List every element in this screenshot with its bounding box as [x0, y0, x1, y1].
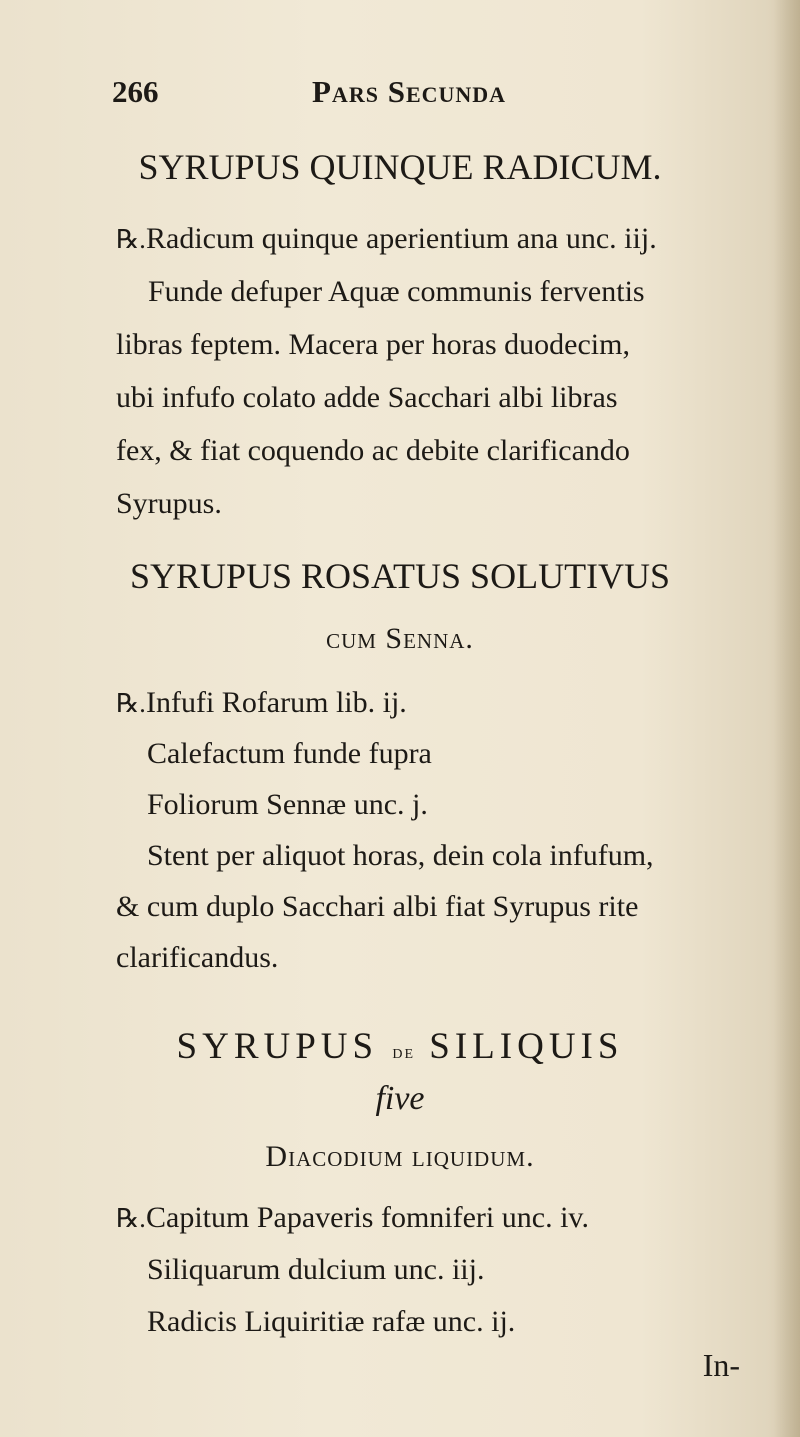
- catchword: In-: [702, 1347, 740, 1383]
- text-line: libras feptem. Macera per horas duodecim,: [116, 328, 630, 361]
- recipe-symbol-icon: ℞.: [116, 225, 146, 254]
- section-subtitle-diacodium: Diacodium liquidum.: [265, 1140, 535, 1173]
- section-title-syrupus-de-siliquis: SYRUPUS de SILIQUIS: [176, 1026, 624, 1067]
- page-number: 266: [112, 74, 159, 109]
- text-line: clarificandus.: [116, 941, 279, 974]
- text-line: ubi infufo colato adde Sacchari albi libras: [116, 381, 618, 414]
- section-title-syrupus-quinque-radicum: SYRUPUS QUINQUE RADICUM.: [138, 147, 662, 187]
- text-line: Foliorum Sennæ unc. j.: [147, 788, 428, 821]
- text-line: Siliquarum dulcium unc. iij.: [147, 1253, 485, 1286]
- text-line: Syrupus.: [116, 487, 222, 520]
- text-line: Calefactum funde fupra: [147, 737, 432, 770]
- text-line: Stent per aliquot horas, dein cola infufum,: [147, 839, 654, 872]
- text-line: Funde defuper Aquæ communis ferventis: [148, 275, 645, 308]
- running-title: Pars Secunda: [312, 74, 507, 109]
- section-title-syrupus-rosatus: SYRUPUS ROSATUS SOLUTIVUS: [129, 556, 671, 596]
- text-line: Radicis Liquiritiæ rafæ unc. ij.: [147, 1305, 516, 1338]
- text-line: & cum duplo Sacchari albi fiat Syrupus rite: [116, 890, 639, 923]
- recipe-line: ℞.Capitum Papaveris fomniferi unc. iv.: [116, 1201, 589, 1234]
- recipe-symbol-icon: ℞.: [116, 689, 146, 718]
- running-header: [112, 74, 672, 118]
- recipe-line: ℞.Infufi Rofarum lib. ij.: [116, 686, 407, 719]
- section-five: five: [375, 1080, 425, 1117]
- recipe-symbol-icon: ℞.: [116, 1204, 146, 1233]
- page-edge-shadow: [774, 0, 800, 1437]
- recipe-line: ℞.Radicum quinque aperientium ana unc. iij.: [116, 222, 657, 255]
- section-subtitle-cum-senna: cum Senna.: [326, 622, 474, 655]
- text-line: fex, & fiat coquendo ac debite clarificando: [116, 434, 630, 467]
- title-connective: de: [392, 1041, 416, 1063]
